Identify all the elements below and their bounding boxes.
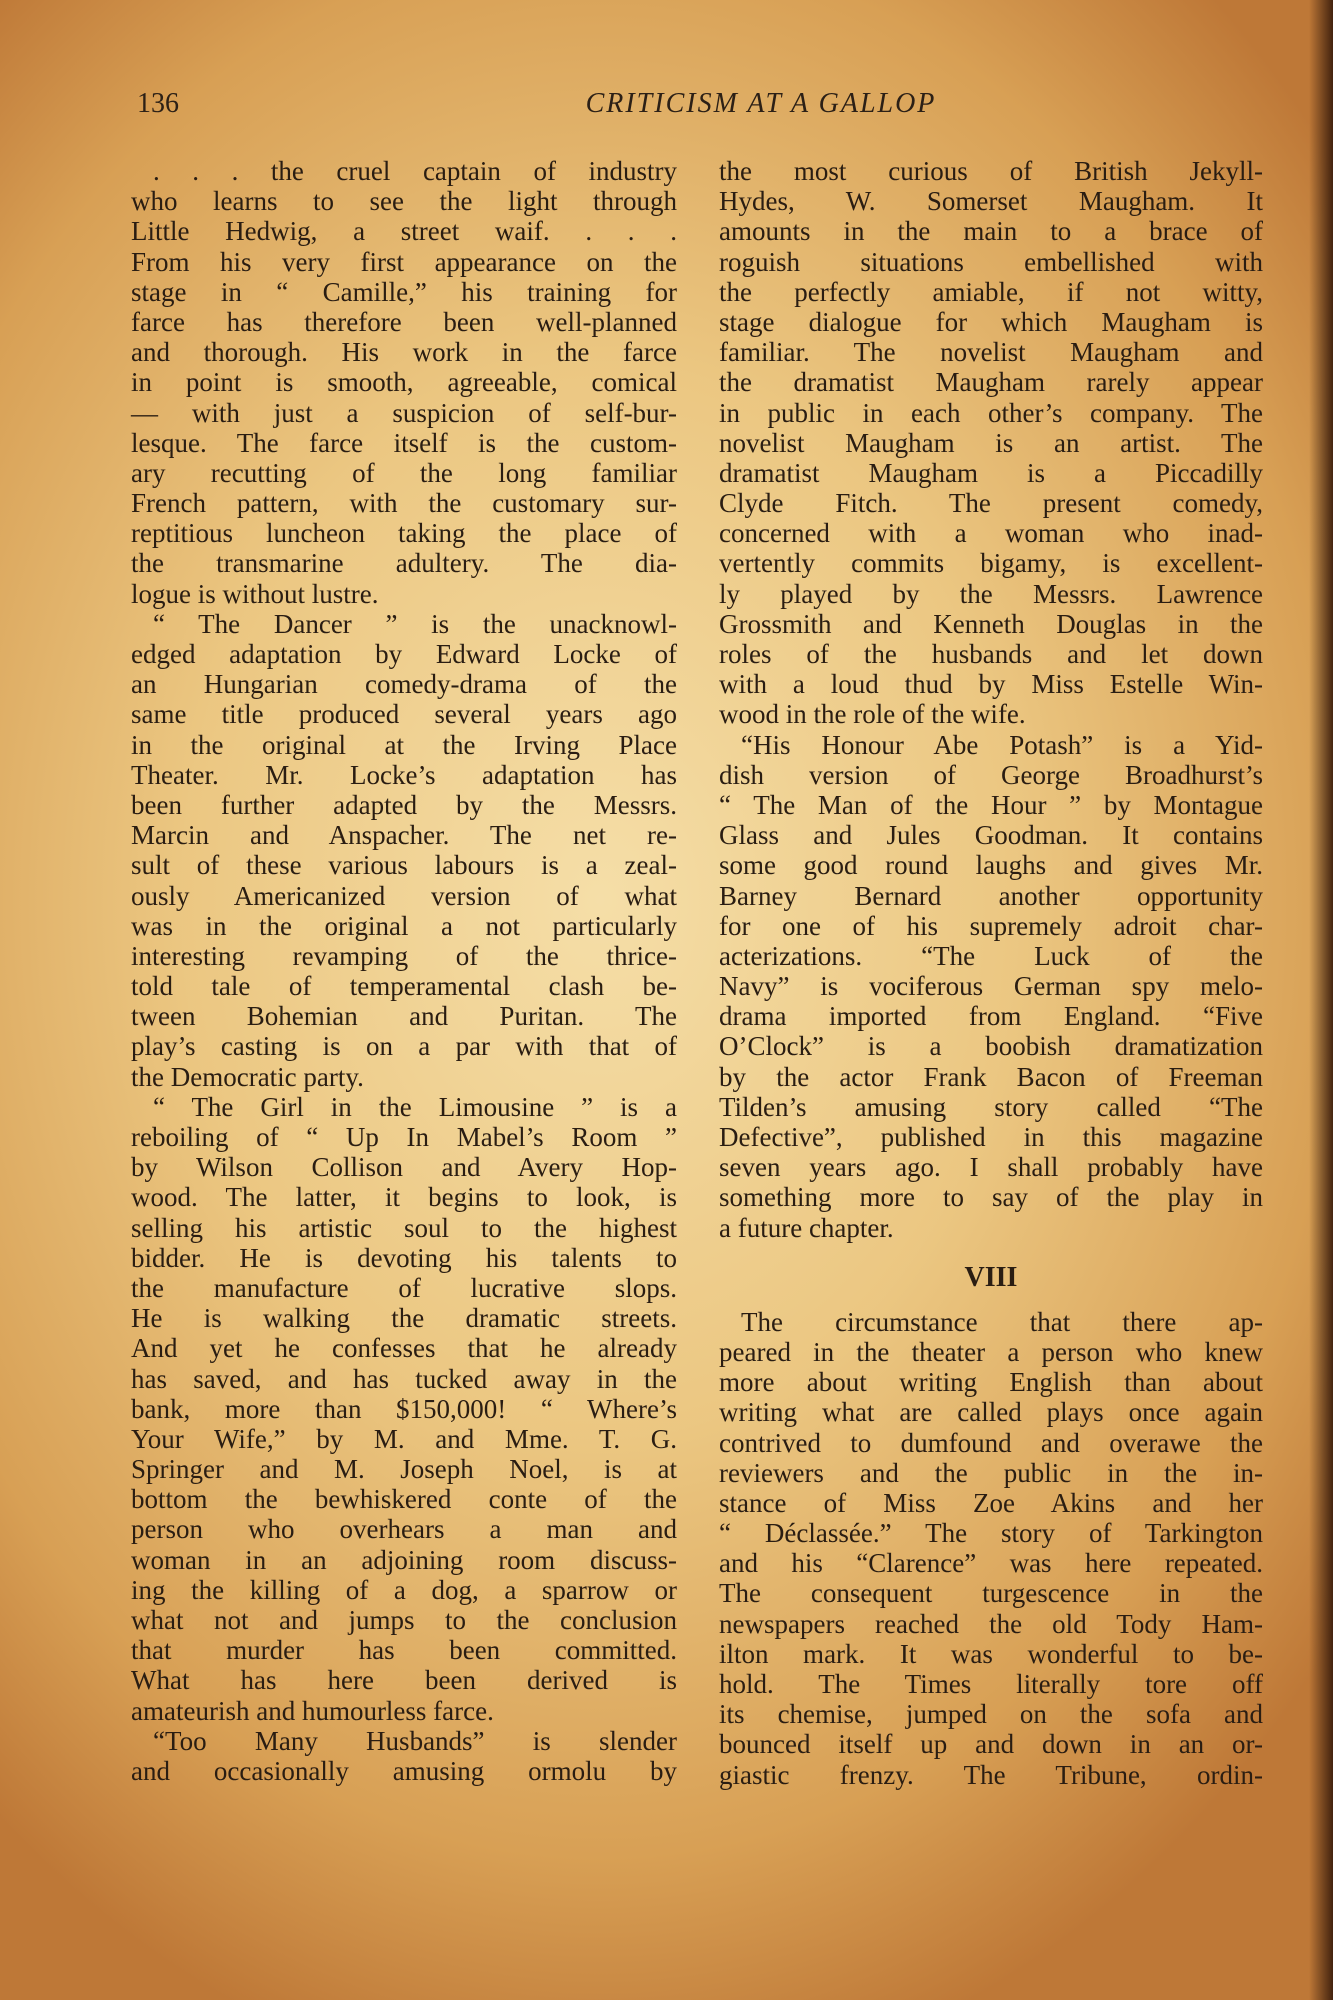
text-line: person who overhears a man and	[131, 1514, 677, 1545]
text-line: was in the original a not particularly	[131, 910, 677, 941]
text-line: the Democratic party.	[131, 1061, 364, 1092]
text-line: drama imported from England. “Five	[719, 1001, 1263, 1032]
text-line: wood in the role of the wife.	[719, 699, 1026, 730]
text-line: bidder. He is devoting his talents to	[131, 1242, 677, 1273]
text-line: hold. The Times literally tore off	[719, 1669, 1263, 1699]
text-line: selling his artistic soul to the highest	[131, 1212, 677, 1243]
page-header	[131, 88, 1261, 128]
text-line: ly played by the Messrs. Lawrence	[719, 578, 1263, 609]
text-line: interesting revamping of the thrice-	[131, 940, 677, 971]
text-line: logue is without lustre.	[131, 578, 379, 609]
text-line: familiar. The novelist Maugham and	[719, 337, 1263, 368]
text-line: From his very first appearance on the	[131, 246, 677, 277]
text-line: amounts in the main to a brace of	[719, 216, 1263, 247]
text-line: and thorough. His work in the farce	[131, 337, 677, 368]
text-line: acterizations. “The Luck of the	[719, 940, 1263, 971]
running-title: CRITICISM AT A GALLOP	[585, 88, 937, 119]
text-line: stage in “ Camille,” his training for	[131, 276, 677, 307]
text-line: been further adapted by the Messrs.	[131, 789, 677, 820]
text-line: bottom the bewhiskered conte of the	[131, 1484, 677, 1515]
text-line: in point is smooth, agreeable, comical	[131, 367, 677, 398]
text-line: “ The Man of the Hour ” by Montague	[719, 789, 1263, 820]
text-line: Navy” is vociferous German spy melo-	[719, 971, 1263, 1002]
text-line: reptitious luncheon taking the place of	[131, 518, 677, 549]
text-line: something more to say of the play in	[719, 1182, 1263, 1213]
text-line: Glass and Jules Goodman. It contains	[719, 820, 1263, 851]
text-line: the manufacture of lucrative slops.	[131, 1272, 677, 1303]
text-line: for one of his supremely adroit char-	[719, 910, 1263, 941]
text-line: in the original at the Irving Place	[131, 729, 677, 760]
text-line: reviewers and the public in the in-	[719, 1457, 1263, 1488]
text-line: farce has therefore been well-planned	[131, 306, 677, 337]
text-line: . . . the cruel captain of industry	[153, 156, 677, 186]
text-line: woman in an adjoining room discuss-	[131, 1544, 677, 1575]
text-line: the perfectly amiable, if not witty,	[719, 276, 1263, 307]
text-line: with a loud thud by Miss Estelle Win-	[719, 669, 1263, 700]
text-line: edged adaptation by Edward Locke of	[131, 639, 677, 669]
text-line: an Hungarian comedy-drama of the	[131, 669, 677, 700]
text-line: roles of the husbands and let down	[719, 639, 1263, 669]
text-line: its chemise, jumped on the sofa and	[719, 1699, 1263, 1730]
text-line: tween Bohemian and Puritan. The	[131, 1001, 677, 1032]
text-line: The consequent turgescence in the	[719, 1578, 1263, 1609]
text-line: and occasionally amusing ormolu by	[131, 1755, 677, 1786]
text-line: What has here been derived is	[131, 1665, 677, 1696]
text-line: same title produced several years ago	[131, 699, 677, 730]
page-number: 136	[137, 88, 179, 119]
text-line: who learns to see the light through	[131, 186, 677, 217]
text-line: “Too Many Husbands” is slender	[153, 1725, 677, 1756]
text-line: and his “Clarence” was here repeated.	[719, 1548, 1263, 1579]
text-line: by Wilson Collison and Avery Hop-	[131, 1152, 677, 1183]
text-line: reboiling of “ Up In Mabel’s Room ”	[131, 1122, 677, 1152]
text-line: O’Clock” is a boobish dramatization	[719, 1031, 1263, 1062]
text-line: “ Déclassée.” The story of Tarkington	[719, 1518, 1263, 1549]
text-line: some good round laughs and gives Mr.	[719, 850, 1263, 881]
text-line: Clyde Fitch. The present comedy,	[719, 488, 1263, 519]
right-column-top	[719, 156, 1263, 1243]
text-line: Springer and M. Joseph Noel, is at	[131, 1454, 677, 1485]
text-line: more about writing English than about	[719, 1367, 1263, 1398]
text-line: Hydes, W. Somerset Maugham. It	[719, 186, 1263, 217]
text-line: dramatist Maugham is a Piccadilly	[719, 457, 1263, 488]
text-line: bounced itself up and down in an or-	[719, 1729, 1263, 1760]
text-line: newspapers reached the old Tody Ham-	[719, 1608, 1263, 1639]
text-line: Barney Bernard another opportunity	[719, 880, 1263, 911]
text-line: that murder has been committed.	[131, 1635, 677, 1666]
text-line: stage dialogue for which Maugham is	[719, 306, 1263, 337]
text-line: — with just a suspicion of self-bur-	[131, 397, 677, 428]
text-line: concerned with a woman who inad-	[719, 518, 1263, 549]
text-line: Your Wife,” by M. and Mme. T. G.	[131, 1423, 677, 1454]
text-line: Grossmith and Kenneth Douglas in the	[719, 608, 1263, 639]
text-line: giastic frenzy. The Tribune, ordin-	[719, 1759, 1263, 1790]
text-line: “ The Girl in the Limousine ” is a	[153, 1091, 677, 1122]
text-line: roguish situations embellished with	[719, 246, 1263, 277]
text-line: what not and jumps to the conclusion	[131, 1605, 677, 1635]
text-line: amateurish and humourless farce.	[131, 1695, 494, 1726]
text-line: sult of these various labours is a zeal-	[131, 850, 677, 881]
text-line: a future chapter.	[719, 1212, 894, 1243]
text-line: the dramatist Maugham rarely appear	[719, 367, 1263, 398]
text-line: wood. The latter, it begins to look, is	[131, 1182, 677, 1213]
text-line: ary recutting of the long familiar	[131, 457, 677, 488]
text-line: ously Americanized version of what	[131, 880, 677, 911]
text-line: Defective”, published in this magazine	[719, 1122, 1263, 1152]
text-line: the most curious of British Jekyll-	[719, 156, 1263, 186]
text-line: The circumstance that there ap-	[741, 1306, 1263, 1337]
text-line: peared in the theater a person who knew	[719, 1336, 1263, 1367]
text-line: bank, more than $150,000! “ Where’s	[131, 1393, 677, 1424]
text-line: novelist Maugham is an artist. The	[719, 427, 1263, 458]
text-line: stance of Miss Zoe Akins and her	[719, 1487, 1263, 1518]
right-column-bottom	[719, 1307, 1263, 1790]
text-line: by the actor Frank Bacon of Freeman	[719, 1061, 1263, 1092]
text-line: contrived to dumfound and overawe the	[719, 1427, 1263, 1458]
text-line: in public in each other’s company. The	[719, 397, 1263, 428]
right-column	[719, 156, 1263, 1790]
text-line: vertently commits bigamy, is excellent-	[719, 548, 1263, 579]
text-line: writing what are called plays once again	[719, 1397, 1263, 1428]
text-line: play’s casting is on a par with that of	[131, 1031, 677, 1062]
text-line: “ The Dancer ” is the unacknowl-	[153, 608, 677, 639]
text-line: “His Honour Abe Potash” is a Yid-	[741, 729, 1263, 760]
text-line: And yet he confesses that he already	[131, 1333, 677, 1364]
text-line: seven years ago. I shall probably have	[719, 1152, 1263, 1183]
text-line: French pattern, with the customary sur-	[131, 488, 677, 519]
text-line: has saved, and has tucked away in the	[131, 1363, 677, 1394]
text-line: Theater. Mr. Locke’s adaptation has	[131, 759, 677, 790]
text-line: dish version of George Broadhurst’s	[719, 759, 1263, 790]
text-line: ilton mark. It was wonderful to be-	[719, 1638, 1263, 1669]
section-heading: VIII	[964, 1261, 1018, 1293]
text-line: He is walking the dramatic streets.	[131, 1303, 677, 1334]
text-line: Little Hedwig, a street waif. . . .	[131, 216, 677, 247]
page-spine-shadow	[1309, 0, 1333, 2000]
text-line: Tilden’s amusing story called “The	[719, 1091, 1263, 1122]
text-line: told tale of temperamental clash be-	[131, 971, 677, 1002]
text-line: the transmarine adultery. The dia-	[131, 548, 677, 579]
text-line: lesque. The farce itself is the custom-	[131, 427, 677, 458]
left-column	[131, 156, 677, 1786]
text-line: ing the killing of a dog, a sparrow or	[131, 1574, 677, 1605]
text-line: Marcin and Anspacher. The net re-	[131, 820, 677, 851]
